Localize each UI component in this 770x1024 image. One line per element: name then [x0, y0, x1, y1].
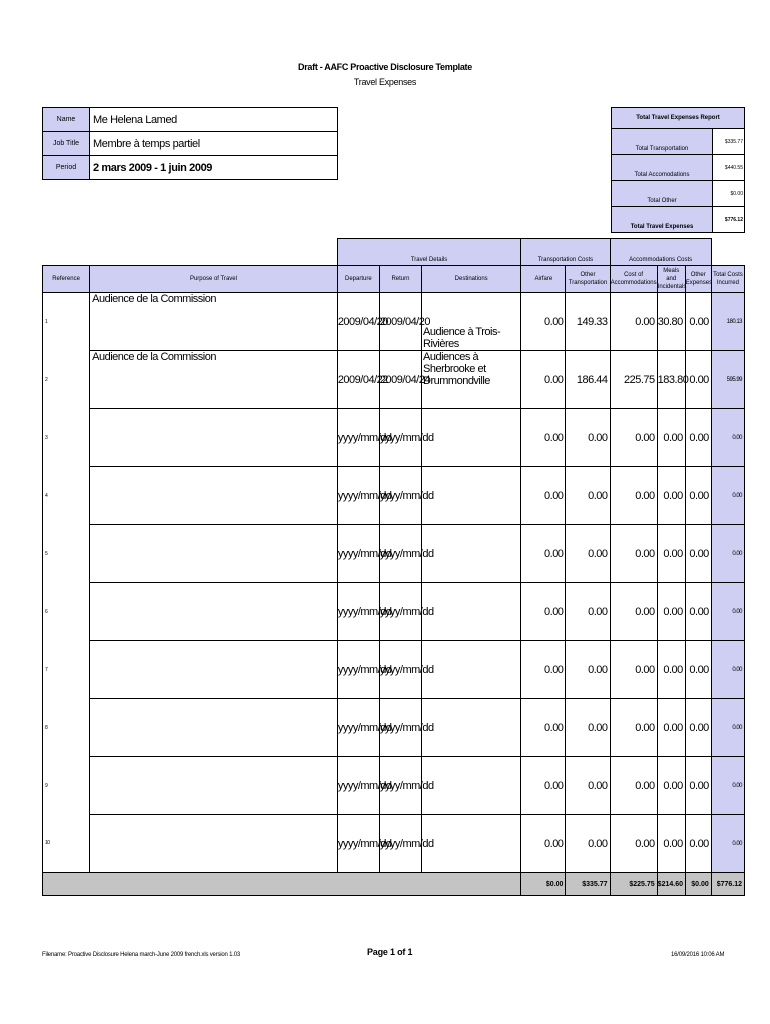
total-cost-cell: 0.00	[711, 757, 744, 815]
return-cell: yyyy/mm/dd	[379, 409, 421, 467]
departure-cell: yyyy/mm/dd	[337, 467, 379, 525]
accommodations-cell: 0.00	[610, 757, 657, 815]
other-transportation-cell: 0.00	[566, 757, 610, 815]
col-destinations: Destinations	[422, 266, 521, 293]
table-row	[43, 699, 745, 757]
purpose-cell	[90, 699, 338, 757]
return-cell: yyyy/mm/dd	[379, 699, 421, 757]
accommodations-cell: 0.00	[610, 815, 657, 873]
airfare-cell: 0.00	[521, 699, 566, 757]
accommodations-cell: 0.00	[610, 641, 657, 699]
table-row	[43, 757, 745, 815]
accommodations-cell: 0.00	[610, 409, 657, 467]
return-cell: yyyy/mm/dd	[379, 583, 421, 641]
departure-cell: yyyy/mm/dd	[337, 757, 379, 815]
purpose-cell	[90, 641, 338, 699]
destination-cell	[422, 467, 521, 525]
airfare-cell: 0.00	[521, 525, 566, 583]
other-transportation-cell: 0.00	[566, 525, 610, 583]
sum-accommodations: $225.75	[610, 873, 657, 896]
sum-other-expenses: $0.00	[685, 873, 711, 896]
total-cost-cell: 0.00	[711, 409, 744, 467]
reference-cell: 2	[43, 351, 90, 409]
other-expenses-cell: 0.00	[685, 351, 711, 409]
total-travel-expenses-value: $776.12	[713, 207, 745, 233]
purpose-cell: Audience de la Commission	[90, 351, 338, 409]
total-cost-cell: 0.00	[711, 467, 744, 525]
return-cell: yyyy/mm/dd	[379, 757, 421, 815]
reference-cell: 5	[43, 525, 90, 583]
reference-cell: 9	[43, 757, 90, 815]
reference-cell: 3	[43, 409, 90, 467]
other-expenses-cell: 0.00	[685, 583, 711, 641]
other-expenses-cell: 0.00	[685, 525, 711, 583]
other-expenses-cell: 0.00	[685, 699, 711, 757]
airfare-cell: 0.00	[521, 409, 566, 467]
accommodations-cell: 0.00	[610, 583, 657, 641]
accommodations-cell: 0.00	[610, 467, 657, 525]
total-cost-cell: 0.00	[711, 641, 744, 699]
other-transportation-cell: 0.00	[566, 641, 610, 699]
other-expenses-cell: 0.00	[685, 757, 711, 815]
reference-cell: 7	[43, 641, 90, 699]
return-cell: yyyy/mm/dd	[379, 641, 421, 699]
accommodations-cell: 0.00	[610, 293, 657, 351]
table-row	[43, 409, 745, 467]
sum-airfare: $0.00	[521, 873, 566, 896]
purpose-cell	[90, 815, 338, 873]
meals-cell: 0.00	[657, 467, 685, 525]
destination-cell	[422, 699, 521, 757]
reference-cell: 8	[43, 699, 90, 757]
purpose-cell: Audience de la Commission	[90, 293, 338, 351]
total-cost-cell: 0.00	[711, 815, 744, 873]
total-accommodations-value: $440.55	[713, 155, 745, 181]
purpose-cell	[90, 467, 338, 525]
departure-cell: 2009/04/22	[337, 351, 379, 409]
destination-cell: Audience à Trois-Rivières	[422, 293, 521, 351]
total-other-value: $0.00	[713, 181, 745, 207]
job-title-value: Membre à temps partiel	[90, 132, 338, 156]
other-transportation-cell: 186.44	[566, 351, 610, 409]
job-title-label: Job Title	[43, 132, 90, 156]
total-cost-cell: 0.00	[711, 583, 744, 641]
total-cost-cell: 180.13	[711, 293, 744, 351]
meals-cell: 0.00	[657, 409, 685, 467]
departure-cell: yyyy/mm/dd	[337, 409, 379, 467]
purpose-cell	[90, 757, 338, 815]
meals-cell: 183.80	[657, 351, 685, 409]
meals-cell: 0.00	[657, 699, 685, 757]
destination-cell	[422, 757, 521, 815]
purpose-cell	[90, 525, 338, 583]
destination-cell	[422, 641, 521, 699]
other-transportation-cell: 0.00	[566, 583, 610, 641]
departure-cell: yyyy/mm/dd	[337, 641, 379, 699]
sum-other-transportation: $335.77	[566, 873, 610, 896]
table-row	[43, 293, 745, 351]
travel-expenses-table	[42, 238, 745, 896]
total-cost-cell: 0.00	[711, 525, 744, 583]
table-row	[43, 351, 745, 409]
total-travel-expenses-label: Total Travel Expenses	[612, 207, 713, 233]
footer-timestamp: 16/09/2016 10:06 AM	[671, 952, 725, 958]
reference-cell: 10	[43, 815, 90, 873]
reference-cell: 1	[43, 293, 90, 351]
other-transportation-cell: 0.00	[566, 467, 610, 525]
purpose-cell	[90, 409, 338, 467]
return-cell: 2009/04/24	[379, 351, 421, 409]
airfare-cell: 0.00	[521, 815, 566, 873]
group-travel-details: Travel Details	[337, 239, 521, 266]
departure-cell: 2009/04/20	[337, 293, 379, 351]
sum-row-label	[43, 873, 521, 896]
col-meals-incidentals: Meals and Incidentals	[657, 266, 685, 293]
other-transportation-cell: 149.33	[566, 293, 610, 351]
airfare-cell: 0.00	[521, 467, 566, 525]
return-cell: 2009/04/20	[379, 293, 421, 351]
period-label: Period	[43, 156, 90, 180]
destination-cell	[422, 409, 521, 467]
meals-cell: 0.00	[657, 525, 685, 583]
airfare-cell: 0.00	[521, 293, 566, 351]
departure-cell: yyyy/mm/dd	[337, 525, 379, 583]
col-total-costs: Total Costs Incurred	[711, 266, 744, 293]
group-transportation-costs: Transportation Costs	[521, 239, 610, 266]
sum-total: $776.12	[711, 873, 744, 896]
accommodations-cell: 0.00	[610, 525, 657, 583]
footer-filename: Filename: Proactive Disclosure Helena march-June 2009 french.xls version 1.03	[42, 952, 241, 958]
meals-cell: 30.80	[657, 293, 685, 351]
table-row	[43, 467, 745, 525]
destination-cell	[422, 815, 521, 873]
other-expenses-cell: 0.00	[685, 293, 711, 351]
name-value: Me Helena Lamed	[90, 108, 338, 132]
reference-cell: 4	[43, 467, 90, 525]
col-airfare: Airfare	[521, 266, 566, 293]
table-row	[43, 641, 745, 699]
total-other-label: Total Other	[612, 181, 713, 207]
table-row	[43, 525, 745, 583]
other-transportation-cell: 0.00	[566, 409, 610, 467]
col-departure: Departure	[337, 266, 379, 293]
document-title: Draft - AAFC Proactive Disclosure Template	[298, 62, 472, 72]
departure-cell: yyyy/mm/dd	[337, 699, 379, 757]
col-reference: Reference	[43, 266, 90, 293]
col-return: Return	[379, 266, 421, 293]
departure-cell: yyyy/mm/dd	[337, 583, 379, 641]
purpose-cell	[90, 583, 338, 641]
reference-cell: 6	[43, 583, 90, 641]
total-cost-cell: 0.00	[711, 699, 744, 757]
meals-cell: 0.00	[657, 641, 685, 699]
total-transportation-value: $335.77	[713, 129, 745, 155]
departure-cell: yyyy/mm/dd	[337, 815, 379, 873]
col-purpose: Purpose of Travel	[90, 266, 338, 293]
destination-cell: Audiences à Sherbrooke et Drummondville	[422, 351, 521, 409]
total-transportation-label: Total Transportation	[612, 129, 713, 155]
other-transportation-cell: 0.00	[566, 815, 610, 873]
group-accommodations-costs: Accommodations Costs	[610, 239, 711, 266]
totals-summary-table	[611, 107, 745, 233]
other-transportation-cell: 0.00	[566, 699, 610, 757]
accommodations-cell: 225.75	[610, 351, 657, 409]
airfare-cell: 0.00	[521, 757, 566, 815]
other-expenses-cell: 0.00	[685, 815, 711, 873]
table-row	[43, 815, 745, 873]
destination-cell	[422, 525, 521, 583]
meals-cell: 0.00	[657, 815, 685, 873]
total-cost-cell: 595.99	[711, 351, 744, 409]
other-expenses-cell: 0.00	[685, 409, 711, 467]
return-cell: yyyy/mm/dd	[379, 815, 421, 873]
return-cell: yyyy/mm/dd	[379, 467, 421, 525]
meals-cell: 0.00	[657, 583, 685, 641]
footer-page-number: Page 1 of 1	[367, 947, 413, 957]
totals-heading: Total Travel Expenses Report	[612, 108, 745, 129]
table-row	[43, 583, 745, 641]
accommodations-cell: 0.00	[610, 699, 657, 757]
airfare-cell: 0.00	[521, 583, 566, 641]
col-other-transportation: Other Transportation	[566, 266, 610, 293]
return-cell: yyyy/mm/dd	[379, 525, 421, 583]
sum-meals: $214.60	[657, 873, 685, 896]
airfare-cell: 0.00	[521, 641, 566, 699]
other-expenses-cell: 0.00	[685, 641, 711, 699]
employee-info-table	[42, 107, 338, 180]
col-other-expenses: Other Expenses	[685, 266, 711, 293]
destination-cell	[422, 583, 521, 641]
meals-cell: 0.00	[657, 757, 685, 815]
total-accommodations-label: Total Accomodations	[612, 155, 713, 181]
name-label: Name	[43, 108, 90, 132]
airfare-cell: 0.00	[521, 351, 566, 409]
other-expenses-cell: 0.00	[685, 467, 711, 525]
period-value: 2 mars 2009 - 1 juin 2009	[90, 156, 338, 180]
document-subtitle: Travel Expenses	[353, 77, 417, 87]
col-cost-accommodations: Cost of Accommodations	[610, 266, 657, 293]
